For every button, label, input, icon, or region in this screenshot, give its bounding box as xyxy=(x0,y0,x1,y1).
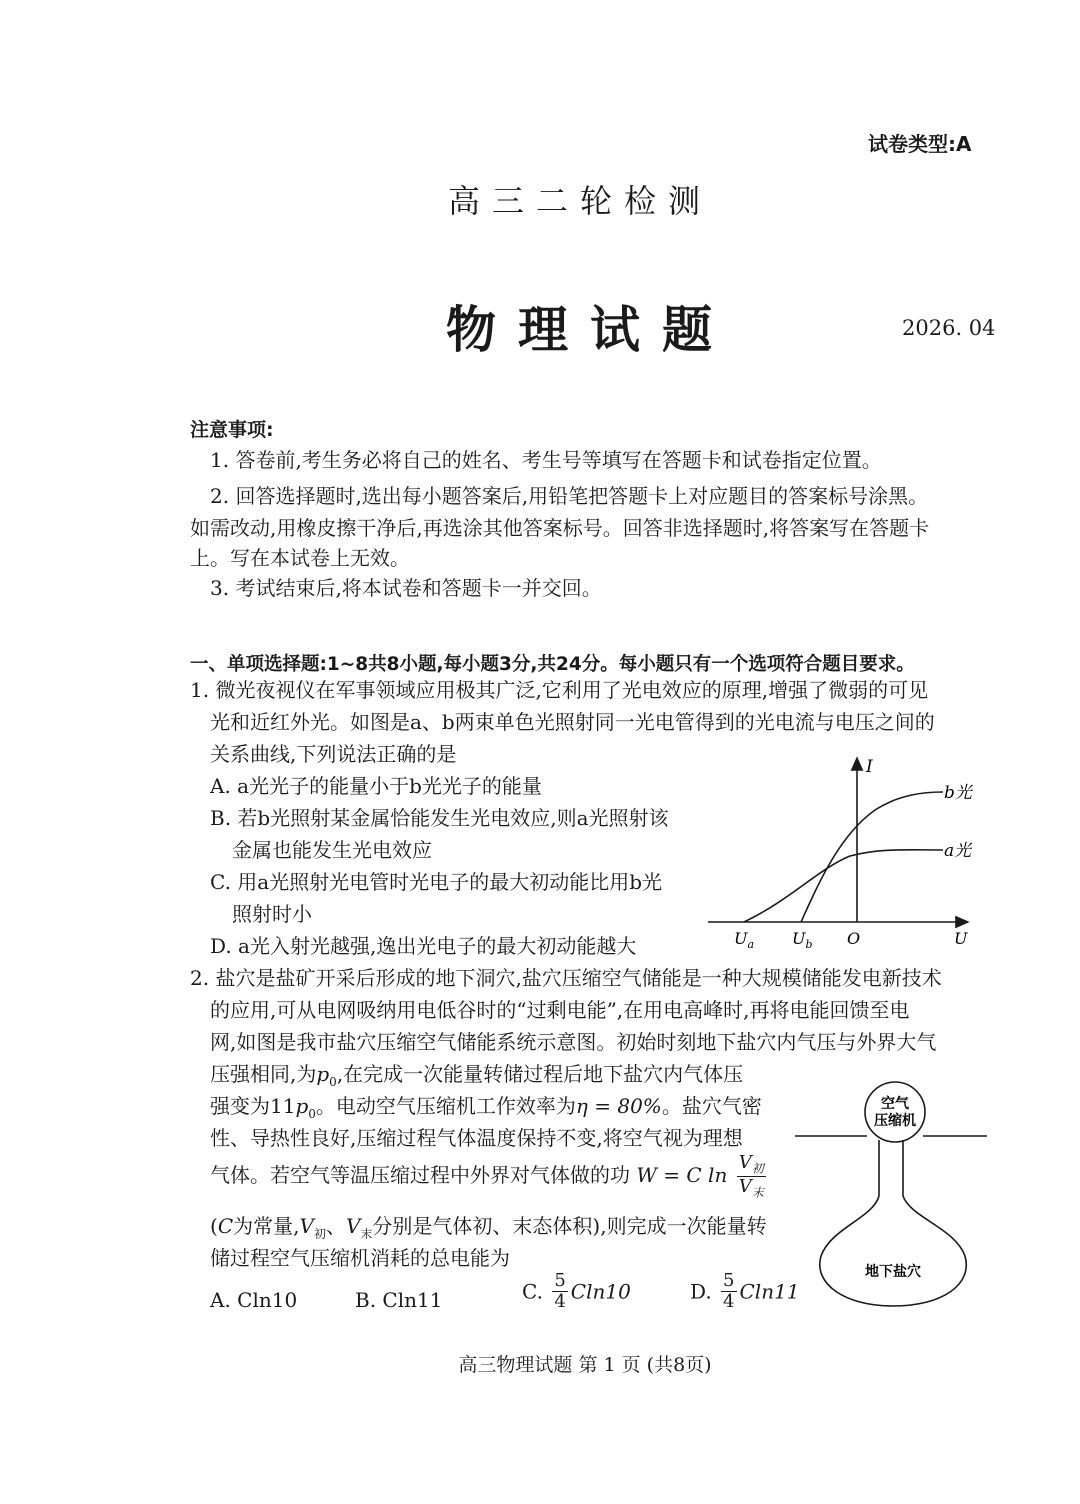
section-title: 一、单项选择题:1~8共8小题,每小题3分,共24分。每小题只有一个选项符合题目要求。 xyxy=(190,654,915,675)
q2-line-2: 的应用,可从电网吸纳用电低谷时的“过剩电能”,在用电高峰时,再将电能回馈至电 xyxy=(210,998,910,1022)
q1-line-1: 1. 微光夜视仪在军事领域应用极其广泛,它利用了光电效应的原理,增强了微弱的可见 xyxy=(190,678,929,702)
compressor-circle xyxy=(865,1082,925,1142)
q1-line-2: 光和近红外光。如图是a、b两束单色光照射同一光电管得到的光电流与电压之间的 xyxy=(210,710,935,734)
q2-option-a: A. Cln10 xyxy=(210,1288,298,1312)
q1-option-a: A. a光光子的能量小于b光光子的能量 xyxy=(210,774,542,798)
exam-name: 高三二轮检测 xyxy=(447,182,712,220)
q2-line-7: 气体。若空气等温压缩过程中外界对气体做的功 W = C ln $\frac{V_初}{V_末}$ xyxy=(210,1152,764,1200)
q2-option-d: D. $\frac{5}{4}$ Cln11 xyxy=(690,1270,800,1312)
notes-item-3: 3. 考试结束后,将本试卷和答题卡一并交回。 xyxy=(210,576,602,600)
q2-line-8: (C为常量$,V_初$、$V_末$分别是气体初、末态体积),则完成一次能量转 xyxy=(210,1214,767,1241)
volume-ratio: $\frac{V_初}{V_末}$ xyxy=(738,1152,764,1200)
compressor-label-2: 压缩机 xyxy=(874,1113,916,1129)
ub-label: $U_b$ xyxy=(792,929,813,951)
notes-item-2-end: 上。写在本试卷上无效。 xyxy=(190,546,410,570)
curve-b-label: b光 xyxy=(944,783,972,803)
cavern-label: 地下盐穴 xyxy=(865,1264,921,1280)
q1-option-c: C. 用a光照射光电管时光电子的最大初动能比用b光 xyxy=(210,870,663,894)
work-formula: W = C ln xyxy=(636,1163,728,1187)
q1-line-3: 关系曲线,下列说法正确的是 xyxy=(210,742,457,766)
curve-a-label: a光 xyxy=(944,841,972,861)
q1-option-b-cont: 金属也能发生光电效应 xyxy=(232,838,432,862)
q2-line-5: 强变为$11p_0$。电动空气压缩机工作效率为η = 80%。盐穴气密 xyxy=(210,1094,762,1121)
q1-option-b: B. 若b光照射某金属恰能发生光电效应,则a光照射该 xyxy=(210,806,669,830)
notes-item-2-cont: 如需改动,用橡皮擦干净后,再选涂其他答案标号。回答非选择题时,将答案写在答题卡 xyxy=(190,516,930,540)
q2-option-c: C. $\frac{5}{4}$ Cln10 xyxy=(522,1270,631,1312)
q2-line-1: 2. 盐穴是盐矿开采后形成的地下洞穴,盐穴压缩空气储能是一种大规模储能发电新技术 xyxy=(190,966,942,990)
curve-a xyxy=(744,850,943,922)
notes-item-1: 1. 答卷前,考生务必将自己的姓名、考生号等填写在答题卡和试卷指定位置。 xyxy=(210,448,882,472)
x-axis-label: U xyxy=(954,929,968,948)
salt-cavern-outline xyxy=(820,1140,967,1306)
exam-date: 2026. 04 xyxy=(902,316,996,340)
notes-item-2: 2. 回答选择题时,选出每小题答案后,用铅笔把答题卡上对应题目的答案标号涂黑。 xyxy=(210,484,929,508)
q2-line-6: 性、导热性良好,压缩过程气体温度保持不变,将空气视为理想 xyxy=(210,1126,743,1150)
q2-option-b: B. Cln11 xyxy=(355,1288,443,1312)
q2-salt-cavern-diagram xyxy=(795,1078,995,1314)
q1-iu-graph xyxy=(700,750,980,960)
notes-heading: 注意事项: xyxy=(190,419,274,441)
q1-option-d: D. a光入射光越强,逸出光电子的最大初动能越大 xyxy=(210,934,637,958)
compressor-label-1: 空气 xyxy=(881,1096,909,1112)
paper-type: 试卷类型:A xyxy=(868,132,972,156)
q2-line-9: 储过程空气压缩机消耗的总电能为 xyxy=(210,1246,510,1270)
ua-label: $U_a$ xyxy=(734,929,755,951)
origin-label: O xyxy=(847,929,861,948)
y-axis-label: I xyxy=(866,757,873,777)
page-footer: 高三物理试题 第 1 页 (共8页) xyxy=(458,1354,712,1376)
page-title: 物理试题 xyxy=(446,300,734,359)
curve-b xyxy=(801,792,943,922)
q2-line-3: 网,如图是我市盐穴压缩空气储能系统示意图。初始时刻地下盐穴内气压与外界大气 xyxy=(210,1030,937,1054)
q1-option-c-cont: 照射时小 xyxy=(232,902,312,926)
q2-line-4: 压强相同,为$p_0$,在完成一次能量转储过程后地下盐穴内气体压 xyxy=(210,1062,744,1089)
